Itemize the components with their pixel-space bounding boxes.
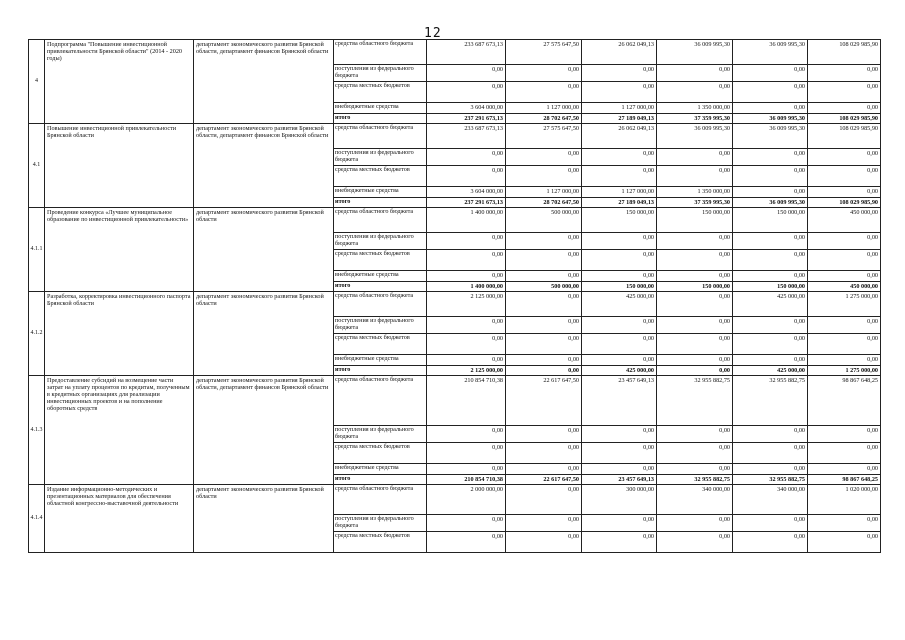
amount-cell: 450 000,00 [808,282,881,292]
amount-cell: 0,00 [733,334,808,355]
amount-cell: 36 009 995,30 [657,124,733,149]
amount-cell: 0,00 [808,532,881,553]
amount-cell: 1 350 000,00 [657,187,733,198]
amount-cell: 3 604 000,00 [427,187,506,198]
funding-source: поступления из федерального бюджета [334,515,427,532]
amount-cell: 0,00 [808,187,881,198]
amount-cell: 0,00 [657,355,733,366]
activity-name: Повышение инвестиционной привлекательности Брянской области [45,124,194,208]
amount-cell: 0,00 [427,532,506,553]
amount-cell: 0,00 [582,82,657,103]
amount-cell: 425 000,00 [582,366,657,376]
amount-cell: 1 400 000,00 [427,282,506,292]
responsible-department: департамент экономического развития Брянской области, департамент финансов Брянской области [194,124,334,208]
funding-source: средства областного бюджета [334,376,427,426]
amount-cell: 210 854 710,38 [427,475,506,485]
amount-cell: 0,00 [657,334,733,355]
amount-cell: 22 617 647,50 [506,475,582,485]
funding-source: поступления из федерального бюджета [334,149,427,166]
amount-cell: 0,00 [808,82,881,103]
amount-cell: 0,00 [733,149,808,166]
funding-source: поступления из федерального бюджета [334,426,427,443]
amount-cell: 0,00 [808,426,881,443]
funding-source: внебюджетные средства [334,464,427,475]
amount-cell: 0,00 [657,443,733,464]
funding-source: средства областного бюджета [334,208,427,233]
amount-cell: 0,00 [582,233,657,250]
amount-cell: 0,00 [582,334,657,355]
activity-name: Предоставление субсидий на возмещение части затрат на уплату процентов по кредитам, полученным в кредитных организациях для реализации инвестиционных проектов и на пополнение оборотных средств [45,376,194,485]
amount-cell: 0,00 [733,65,808,82]
page-number: 12 [424,26,442,41]
amount-cell: 0,00 [733,233,808,250]
funding-source: внебюджетные средства [334,355,427,366]
amount-cell: 0,00 [733,250,808,271]
funding-source: итого [334,366,427,376]
amount-cell: 108 029 985,90 [808,198,881,208]
amount-cell: 150 000,00 [582,282,657,292]
amount-cell: 0,00 [657,292,733,317]
amount-cell: 0,00 [427,515,506,532]
amount-cell: 0,00 [427,250,506,271]
amount-cell: 0,00 [808,103,881,114]
activity-name: Подпрограмма "Повышение инвестиционной привлекательности Брянской области" (2014 - 2020 годы) [45,40,194,124]
row-index: 4.1.2 [29,292,45,376]
amount-cell: 0,00 [657,233,733,250]
amount-cell: 0,00 [506,443,582,464]
amount-cell: 1 127 000,00 [506,103,582,114]
amount-cell: 425 000,00 [733,292,808,317]
amount-cell: 0,00 [582,271,657,282]
funding-source: средства местных бюджетов [334,443,427,464]
table-row [29,292,881,317]
amount-cell: 108 029 985,90 [808,40,881,65]
table-row [29,376,881,426]
funding-source: поступления из федерального бюджета [334,317,427,334]
amount-cell: 0,00 [808,250,881,271]
amount-cell: 0,00 [657,166,733,187]
funding-source: средства местных бюджетов [334,250,427,271]
amount-cell: 0,00 [427,271,506,282]
amount-cell: 36 009 995,30 [733,40,808,65]
amount-cell: 0,00 [733,464,808,475]
table-row [29,485,881,515]
amount-cell: 0,00 [657,317,733,334]
row-index: 4.1.3 [29,376,45,485]
amount-cell: 0,00 [657,532,733,553]
amount-cell: 500 000,00 [506,282,582,292]
amount-cell: 0,00 [506,149,582,166]
amount-cell: 0,00 [427,65,506,82]
funding-source: итого [334,475,427,485]
amount-cell: 150 000,00 [582,208,657,233]
table-row [29,124,881,149]
amount-cell: 0,00 [582,443,657,464]
amount-cell: 0,00 [808,271,881,282]
amount-cell: 0,00 [733,515,808,532]
funding-source: поступления из федерального бюджета [334,65,427,82]
amount-cell: 237 291 673,13 [427,198,506,208]
amount-cell: 32 955 882,75 [657,475,733,485]
responsible-department: департамент экономического развития Брянской области [194,485,334,553]
activity-name: Разработка, корректировка инвестиционного паспорта Брянской области [45,292,194,376]
amount-cell: 1 350 000,00 [657,103,733,114]
amount-cell: 23 457 649,13 [582,376,657,426]
amount-cell: 0,00 [582,250,657,271]
amount-cell: 0,00 [582,149,657,166]
amount-cell: 0,00 [808,233,881,250]
amount-cell: 0,00 [427,355,506,366]
amount-cell: 0,00 [657,426,733,443]
responsible-department: департамент экономического развития Брянской области, департамент финансов Брянской области [194,376,334,485]
amount-cell: 1 275 000,00 [808,366,881,376]
amount-cell: 36 009 995,30 [733,124,808,149]
amount-cell: 27 189 049,13 [582,198,657,208]
amount-cell: 27 189 049,13 [582,114,657,124]
amount-cell: 27 575 647,50 [506,124,582,149]
amount-cell: 0,00 [506,334,582,355]
amount-cell: 2 000 000,00 [427,485,506,515]
funding-source: внебюджетные средства [334,271,427,282]
amount-cell: 27 575 647,50 [506,40,582,65]
amount-cell: 0,00 [506,65,582,82]
amount-cell: 0,00 [657,271,733,282]
amount-cell: 0,00 [657,149,733,166]
amount-cell: 0,00 [733,187,808,198]
row-index: 4.1 [29,124,45,208]
funding-source: итого [334,198,427,208]
amount-cell: 32 955 882,75 [657,376,733,426]
amount-cell: 0,00 [506,82,582,103]
amount-cell: 0,00 [657,82,733,103]
amount-cell: 0,00 [506,317,582,334]
responsible-department: департамент экономического развития Брянской области [194,292,334,376]
amount-cell: 0,00 [808,355,881,366]
amount-cell: 0,00 [733,82,808,103]
amount-cell: 32 955 882,75 [733,475,808,485]
amount-cell: 0,00 [657,65,733,82]
funding-source: средства местных бюджетов [334,532,427,553]
amount-cell: 237 291 673,13 [427,114,506,124]
responsible-department: департамент экономического развития Брянской области [194,208,334,292]
amount-cell: 37 359 995,30 [657,198,733,208]
amount-cell: 0,00 [582,317,657,334]
funding-source: средства областного бюджета [334,124,427,149]
amount-cell: 26 062 049,13 [582,40,657,65]
amount-cell: 2 125 000,00 [427,366,506,376]
amount-cell: 98 867 648,25 [808,376,881,426]
amount-cell: 0,00 [582,426,657,443]
amount-cell: 0,00 [733,355,808,366]
amount-cell: 0,00 [506,271,582,282]
funding-source: внебюджетные средства [334,103,427,114]
amount-cell: 0,00 [582,166,657,187]
amount-cell: 1 020 000,00 [808,485,881,515]
amount-cell: 23 457 649,13 [582,475,657,485]
amount-cell: 98 867 648,25 [808,475,881,485]
amount-cell: 0,00 [808,464,881,475]
amount-cell: 0,00 [808,317,881,334]
amount-cell: 0,00 [506,426,582,443]
amount-cell: 0,00 [506,355,582,366]
amount-cell: 0,00 [733,103,808,114]
amount-cell: 0,00 [506,250,582,271]
funding-source: средства местных бюджетов [334,334,427,355]
amount-cell: 28 702 647,50 [506,198,582,208]
amount-cell: 0,00 [808,515,881,532]
amount-cell: 450 000,00 [808,208,881,233]
table-body [29,40,881,553]
activity-name: Проведение конкурса «Лучшее муниципальное образование по инвестиционной привлекательности» [45,208,194,292]
amount-cell: 28 702 647,50 [506,114,582,124]
amount-cell: 0,00 [427,464,506,475]
row-index: 4.1.4 [29,485,45,553]
amount-cell: 0,00 [657,250,733,271]
amount-cell: 0,00 [427,233,506,250]
amount-cell: 26 062 049,13 [582,124,657,149]
amount-cell: 0,00 [582,464,657,475]
amount-cell: 233 687 673,13 [427,124,506,149]
amount-cell: 0,00 [582,515,657,532]
amount-cell: 36 009 995,30 [733,198,808,208]
amount-cell: 0,00 [808,334,881,355]
amount-cell: 150 000,00 [657,282,733,292]
row-index: 4.1.1 [29,208,45,292]
amount-cell: 0,00 [657,366,733,376]
funding-source: средства местных бюджетов [334,82,427,103]
activity-name: Издание информационно-методических и презентационных материалов для обеспечения областной конгрессно-выставочной деятельности [45,485,194,553]
amount-cell: 150 000,00 [733,208,808,233]
amount-cell: 340 000,00 [657,485,733,515]
amount-cell: 0,00 [506,464,582,475]
budget-table [28,39,881,553]
amount-cell: 425 000,00 [733,366,808,376]
amount-cell: 0,00 [808,149,881,166]
amount-cell: 3 604 000,00 [427,103,506,114]
amount-cell: 150 000,00 [657,208,733,233]
funding-source: средства областного бюджета [334,40,427,65]
amount-cell: 1 275 000,00 [808,292,881,317]
amount-cell: 37 359 995,30 [657,114,733,124]
amount-cell: 0,00 [506,366,582,376]
amount-cell: 0,00 [506,485,582,515]
amount-cell: 0,00 [427,317,506,334]
amount-cell: 0,00 [506,233,582,250]
amount-cell: 425 000,00 [582,292,657,317]
amount-cell: 36 009 995,30 [733,114,808,124]
amount-cell: 22 617 647,50 [506,376,582,426]
amount-cell: 0,00 [427,82,506,103]
amount-cell: 0,00 [427,334,506,355]
funding-source: средства местных бюджетов [334,166,427,187]
amount-cell: 32 955 882,75 [733,376,808,426]
amount-cell: 0,00 [582,532,657,553]
amount-cell: 150 000,00 [733,282,808,292]
amount-cell: 500 000,00 [506,208,582,233]
amount-cell: 0,00 [582,355,657,366]
amount-cell: 233 687 673,13 [427,40,506,65]
amount-cell: 36 009 995,30 [657,40,733,65]
row-index: 4 [29,40,45,124]
funding-source: итого [334,114,427,124]
amount-cell: 0,00 [733,426,808,443]
amount-cell: 0,00 [808,65,881,82]
amount-cell: 108 029 985,90 [808,114,881,124]
amount-cell: 0,00 [506,292,582,317]
funding-source: средства областного бюджета [334,292,427,317]
amount-cell: 300 000,00 [582,485,657,515]
amount-cell: 1 127 000,00 [582,187,657,198]
funding-source: средства областного бюджета [334,485,427,515]
amount-cell: 0,00 [506,532,582,553]
amount-cell: 210 854 710,38 [427,376,506,426]
amount-cell: 108 029 985,90 [808,124,881,149]
amount-cell: 0,00 [733,317,808,334]
amount-cell: 0,00 [582,65,657,82]
amount-cell: 0,00 [427,166,506,187]
amount-cell: 0,00 [506,515,582,532]
amount-cell: 1 127 000,00 [506,187,582,198]
amount-cell: 0,00 [657,515,733,532]
funding-source: итого [334,282,427,292]
amount-cell: 0,00 [733,532,808,553]
amount-cell: 1 400 000,00 [427,208,506,233]
amount-cell: 0,00 [733,271,808,282]
amount-cell: 0,00 [733,166,808,187]
funding-source: внебюджетные средства [334,187,427,198]
amount-cell: 0,00 [808,166,881,187]
responsible-department: департамент экономического развития Брянской области, департамент финансов Брянской области [194,40,334,124]
table-row [29,40,881,65]
amount-cell: 0,00 [427,426,506,443]
funding-source: поступления из федерального бюджета [334,233,427,250]
amount-cell: 0,00 [427,149,506,166]
amount-cell: 0,00 [733,443,808,464]
amount-cell: 0,00 [506,166,582,187]
amount-cell: 0,00 [808,443,881,464]
amount-cell: 0,00 [657,464,733,475]
amount-cell: 2 125 000,00 [427,292,506,317]
amount-cell: 340 000,00 [733,485,808,515]
amount-cell: 0,00 [427,443,506,464]
amount-cell: 1 127 000,00 [582,103,657,114]
table-row [29,208,881,233]
